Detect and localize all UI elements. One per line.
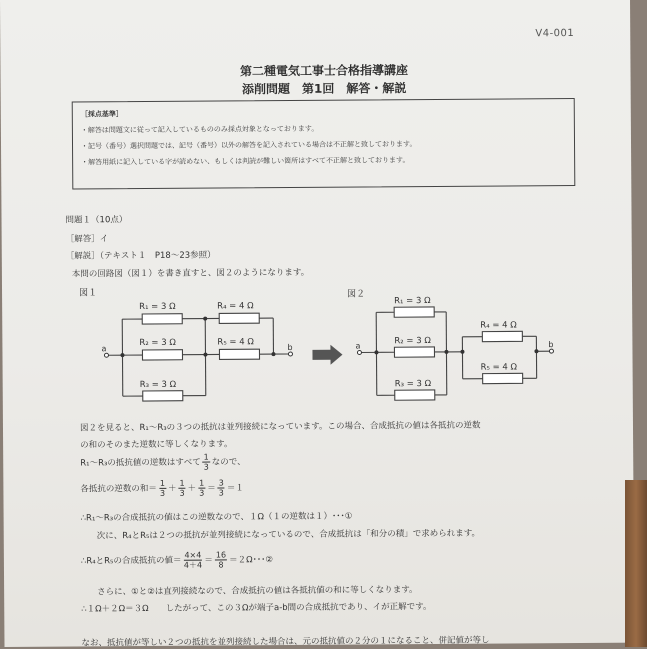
fraction: $\frac{1}{3}$ xyxy=(203,453,210,472)
body-paragraph: 図２を見ると、R₁～R₃の３つの抵抗は並列接続になっています。この場合、合成抵抗の値は各抵抗の逆数 xyxy=(80,419,481,434)
figure2-r3-label: R₃ = 3 Ω xyxy=(395,379,432,389)
reciprocal-text: R₁～R₃の抵抗値の逆数はすべて xyxy=(80,458,201,469)
transform-arrow-icon xyxy=(310,345,344,365)
grading-criteria-box xyxy=(72,98,576,190)
grading-criteria-item: ・解答用紙に記入している字が読めない、もしくは判読が難しい箇所はすべて不正解と致しております。 xyxy=(81,151,566,170)
figure1-label: 図１ xyxy=(79,285,97,298)
explanation-heading: ［解説］（テキスト１ P18～23参照） xyxy=(66,249,216,262)
figure1-r1-label: R₁ = 3 Ω xyxy=(139,302,176,312)
figure1-r5-label: R₅ = 4 Ω xyxy=(217,337,254,347)
parallel-equation: ∴R₄とR₅の合成抵抗の値＝ $\frac{4\times 4}{4+4}$ ＝ $\frac{16}{8}$ ＝２Ω･･･② xyxy=(81,550,273,570)
figure2-r1-label: R₁ = 3 Ω xyxy=(394,296,431,306)
body-paragraph: ∴１Ω＋２Ω＝３Ω したがって、この３Ωが端子a-b間の合成抵抗であり、イが正解です。 xyxy=(81,600,431,614)
reciprocal-text-end: なので、 xyxy=(212,457,246,467)
figure1-terminal-a: a xyxy=(101,344,106,353)
page-code: V4-001 xyxy=(535,28,574,39)
figure2-r5-label: R₅ = 4 Ω xyxy=(481,362,518,372)
reciprocal-sum-equation: 各抵抗の逆数の和＝ $\frac{1}{3}$ ＋ $\frac{1}{3}$ ＋ $\frac{1}{3}$ ＝ $\frac{3}{3}$ ＝１ xyxy=(80,478,244,498)
reciprocal-statement xyxy=(80,452,246,472)
explanation-intro: 本問の回路図（図１）を書き直すと、図２のようになります。 xyxy=(72,266,309,280)
figure2-r2-label: R₂ = 3 Ω xyxy=(394,336,431,346)
figure2-terminal-a: a xyxy=(355,341,360,350)
grading-criteria-heading: ［採点基準］ xyxy=(81,103,566,122)
figure1-r3-label: R₃ = 3 Ω xyxy=(140,380,177,390)
grading-criteria-item: ・解答は問題文に従って記入しているもののみ採点対象となっております。 xyxy=(81,119,566,138)
body-paragraph: さらに、①と②は直列接続なので、合成抵抗の値は各抵抗値の和に等しくなります。 xyxy=(97,583,417,597)
body-paragraph: の和のそのまた逆数に等しくなります。 xyxy=(80,437,232,450)
desk-edge xyxy=(625,480,647,647)
grading-criteria-item: ・記号（番号）選択問題では、記号（番号）以外の解答を記入されている場合は不正解と致しております。 xyxy=(81,135,566,154)
figure1-circuit xyxy=(97,288,308,414)
answer-line: ［解答］イ xyxy=(66,232,109,244)
figure2-label: 図２ xyxy=(347,286,365,299)
figure2-r4-label: R₄ = 4 Ω xyxy=(480,320,517,330)
body-paragraph: ∴R₁～R₃の合成抵抗の値はこの逆数なので、１Ω（１の逆数は１）･･･① xyxy=(81,510,353,524)
figure2-circuit xyxy=(354,291,565,407)
question-number: 問題１（10点） xyxy=(65,213,127,225)
document-title: 添削問題 第1回 解答・解説 xyxy=(1,77,647,99)
figure1-terminal-b: b xyxy=(287,343,292,352)
figure1-r4-label: R₄ = 4 Ω xyxy=(217,301,254,311)
figure2-terminal-b: b xyxy=(548,340,553,349)
figure1-r2-label: R₂ = 3 Ω xyxy=(139,338,176,348)
course-title: 第二種電気工事士合格指導講座 xyxy=(0,59,647,81)
body-paragraph: なお、抵抗値が等しい２つの抵抗を並列接続した場合は、元の抵抗値の２分の１になること、併記値が等し xyxy=(81,634,489,649)
body-paragraph: 次に、R₄とR₅は２つの抵抗が並列接続になっているので、合成抵抗は「和分の積」で求められます。 xyxy=(97,527,480,542)
